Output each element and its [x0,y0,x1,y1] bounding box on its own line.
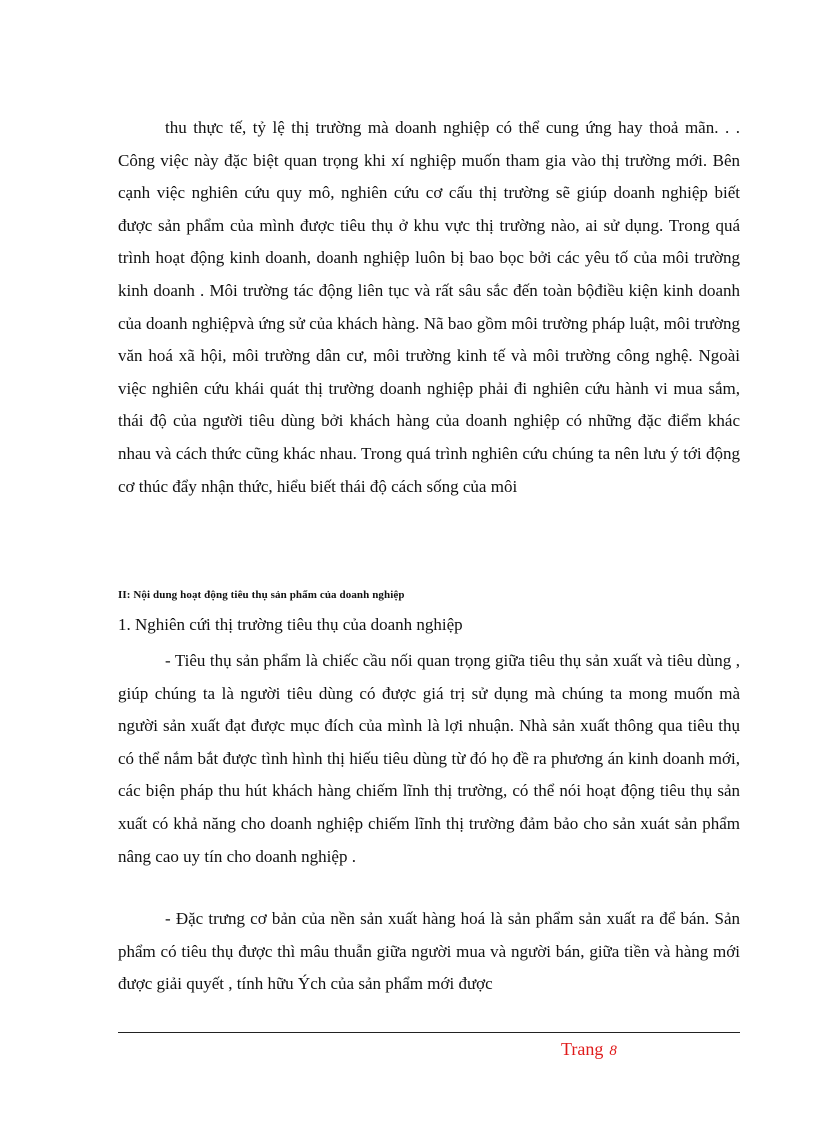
section-heading: II: Nội dung hoạt động tiêu thụ sản phẩm của doanh nghiệp [118,589,405,601]
body-paragraph-2: - Tiêu thụ sản phẩm là chiếc cầu nối quan trọng giữa tiêu thụ sản xuất và tiêu dùng , giúp chúng ta là người tiêu dùng có được giá trị sử dụng mà chúng ta mong muốn mà người sản xuất đạt được mục đích của mình là lợi nhuận. Nhà sản xuất thông qua tiêu thụ có thể nắm bắt được tình hình thị hiếu tiêu dùng từ đó họ đề ra phương án kinh doanh mới, các biện pháp thu hút khách hàng chiếm lĩnh thị trường, có thể nói hoạt động tiêu thụ sản xuất có khả năng cho doanh nghiệp chiếm lĩnh thị trường đảm bảo cho sản xuát sản phẩm nâng cao uy tín cho doanh nghiệp . [118,651,740,866]
page-number: 8 [609,1043,617,1059]
page-label: Trang [561,1039,604,1059]
page-footer [561,1039,617,1060]
footer-divider [118,1032,740,1033]
subsection-heading: 1. Nghiên cứi thị trường tiêu thụ của doanh nghiệp [118,615,463,634]
body-paragraph-1: thu thực tế, tỷ lệ thị trường mà doanh nghiệp có thể cung ứng hay thoả mãn. . . Công việc này đặc biệt quan trọng khi xí nghiệp muốn tham gia vào thị trường mới. Bên cạnh việc nghiên cứu quy mô, nghiên cứu cơ cấu thị trường sẽ giúp doanh nghiệp biết được sản phẩm của mình được tiêu thụ ở khu vực thị trường nào, ai sử dụng. Trong quá trình hoạt động kinh doanh, doanh nghiệp luôn bị bao bọc bởi các yêu tố của môi trường kinh doanh . Môi trường tác động liên tục và rất sâu sắc đến toàn bộđiều kiện kinh doanh của doanh nghiệpvà ứng sử của khách hàng. Nã bao gồm môi trường pháp luật, môi trường văn hoá xã hội, môi trường dân cư, môi trường kinh tế và môi trường công nghệ. Ngoài việc nghiên cứu khái quát thị trường doanh nghiệp phải đi nghiên cứu hành vi mua sắm, thái độ của người tiêu dùng bởi khách hàng của doanh nghiệp có những đặc điểm khác nhau và cách thức cũng khác nhau. Trong quá trình nghiên cứu chúng ta nên lưu ý tới động cơ thúc đẩy nhận thức, hiểu biết thái độ cách sống của môi [118,118,740,496]
body-paragraph-3: - Đặc trưng cơ bản của nền sản xuất hàng hoá là sản phẩm sản xuất ra để bán. Sản phẩm có tiêu thụ được thì mâu thuẫn giữa người mua và người bán, giữa tiền và hàng mới được giải quyết , tính hữu Ých của sản phẩm mới được [118,909,740,994]
